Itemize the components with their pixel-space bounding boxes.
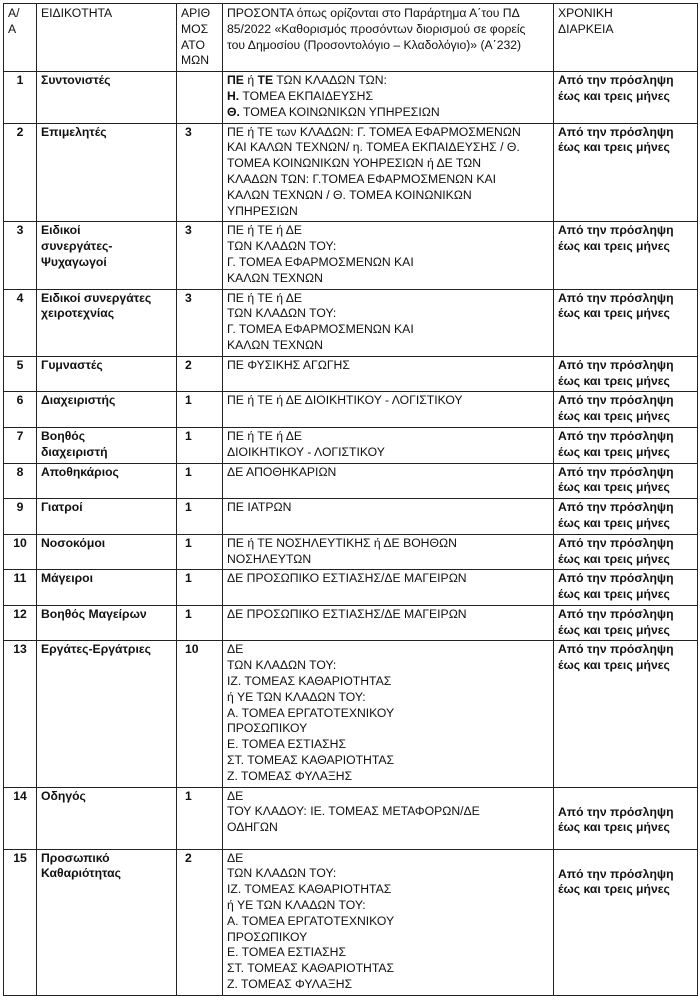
- header-line: ΔΙΑΡΚΕΙΑ: [558, 21, 614, 36]
- duration-cell: [554, 605, 698, 641]
- qualifications-cell: [223, 123, 554, 222]
- qualification-line: ΔΕ: [227, 642, 244, 657]
- duration-line: Από την πρόσληψη: [558, 535, 674, 550]
- count-cell: 3: [177, 123, 223, 222]
- qualification-line: ΔΕ ΑΠΟΘΗΚΑΡΙΩΝ: [227, 464, 337, 479]
- duration-cell: [554, 289, 698, 356]
- specialty-cell: [37, 289, 177, 356]
- qualification-line: ΠΕ ή ΤΕ ή ΔΕ: [227, 223, 302, 238]
- duration-line: έως και τρεις μήνες: [558, 882, 670, 897]
- count-cell: 1: [177, 392, 223, 428]
- duration-line: Από την πρόσληψη: [558, 571, 674, 586]
- duration-cell: [554, 72, 698, 123]
- specialty-cell: [37, 641, 177, 787]
- qualifications-cell: [223, 392, 554, 428]
- qualification-text: ή: [243, 73, 258, 88]
- specialty-line: Γυμναστές: [41, 357, 103, 372]
- qualification-line: ΠΕ ή ΤΕ ΝΟΣΗΛΕΥΤΙΚΗΣ ή ΔΕ ΒΟΗΘΩΝ: [227, 535, 457, 550]
- qualification-text: ΤΟΜΕΑ ΕΚΠΑΙΔΕΥΣΗΣ: [239, 88, 374, 103]
- duration-cell: [554, 787, 698, 849]
- qualification-line: Α. ΤΟΜΕΑ ΕΡΓΑΤΟΤΕΧΝΙΚΟΥ: [227, 913, 395, 928]
- duration-line: έως και τρεις μήνες: [558, 515, 670, 530]
- header-line: Α: [8, 21, 17, 36]
- qualification-line: ΤΩΝ ΚΛΑΔΩΝ ΤΟΥ:: [227, 658, 337, 673]
- qualification-line: ΠΡΟΣΩΠΙΚΟΥ: [227, 721, 308, 736]
- table-row: [4, 289, 698, 356]
- qualification-line: ΚΑΛΩΝ ΤΕΧΝΩΝ / Θ. ΤΟΜΕΑ ΚΟΙΝΩΝΙΚΩΝ: [227, 187, 472, 202]
- table-row: [4, 570, 698, 606]
- qualification-line: ΟΔΗΓΩΝ: [227, 820, 278, 835]
- qualification-line: [227, 105, 549, 121]
- duration-line: έως και τρεις μήνες: [558, 140, 670, 155]
- table-row: [4, 356, 698, 392]
- row-number: 11: [4, 570, 37, 606]
- duration-cell: [554, 463, 698, 499]
- count-cell: 1: [177, 570, 223, 606]
- duration-line: έως και τρεις μήνες: [558, 239, 670, 254]
- specialty-line: Μάγειροι: [41, 571, 93, 586]
- qualification-line: ΤΩΝ ΚΛΑΔΩΝ ΤΟΥ:: [227, 239, 337, 254]
- header-line: ΕΙΔΙΚΟΤΗΤΑ: [41, 6, 113, 20]
- header-specialty: [37, 4, 177, 72]
- count-cell: 2: [177, 849, 223, 995]
- qualification-line: ή ΥΕ ΤΩΝ ΚΛΑΔΩΝ ΤΟΥ:: [227, 898, 366, 913]
- header-qualifications: [223, 4, 554, 72]
- specialty-line: Συντονιστές: [41, 73, 111, 88]
- qualification-line: ΠΡΟΣΩΠΙΚΟΥ: [227, 929, 308, 944]
- specialty-cell: [37, 123, 177, 222]
- duration-line: έως και τρεις μήνες: [558, 88, 670, 103]
- qualification-text: ΤΟΜΕΑ ΚΟΙΝΩΝΙΚΩΝ ΥΠΗΡΕΣΙΩΝ: [239, 104, 440, 119]
- duration-cell: [554, 427, 698, 463]
- duration-cell: [554, 123, 698, 222]
- qualification-line: Ζ. ΤΟΜΕΑΣ ΦΥΛΑΞΗΣ: [227, 768, 353, 783]
- specialty-line: Βοηθός Μαγείρων: [41, 606, 147, 621]
- header-count: [177, 4, 223, 72]
- qualifications-cell: [223, 289, 554, 356]
- header-line: ΑΤΟ: [181, 37, 205, 52]
- qualification-line: ΠΕ ΦΥΣΙΚΗΣ ΑΓΩΓΗΣ: [227, 357, 350, 372]
- duration-line: Από την πρόσληψη: [558, 606, 674, 621]
- qualification-line: ΚΑΛΩΝ ΤΕΧΝΩΝ: [227, 270, 323, 285]
- qualification-line: ΤΟΜΕΑ ΚΟΙΝΩΝΙΚΩΝ ΥΟΗΡΕΣΙΩΝ ή ΔΕ ΤΩΝ: [227, 156, 482, 171]
- qualification-line: ΚΑΙ ΚΑΛΩΝ ΤΕΧΝΩΝ/ η. ΤΟΜΕΑ ΕΚΠΑΙΔΕΥΣΗΣ / Θ.: [227, 140, 520, 155]
- specialty-cell: [37, 356, 177, 392]
- qualifications-cell: [223, 849, 554, 995]
- qualification-bold: Θ.: [227, 104, 240, 119]
- header-line: ΠΡΟΣΟΝΤΑ όπως ορίζονται στο Παράρτημα Α΄του ΠΔ: [227, 6, 520, 20]
- row-number: 8: [4, 463, 37, 499]
- specialty-line: διαχειριστή: [41, 444, 108, 459]
- header-line: ΑΡΙΘ: [181, 6, 211, 20]
- row-number: 5: [4, 356, 37, 392]
- specialty-cell: [37, 72, 177, 123]
- header-line: 85/2022 «Καθορισμός προσόντων διορισμού σε φορείς: [227, 21, 526, 36]
- qualification-line: ΙΖ. ΤΟΜΕΑΣ ΚΑΘΑΡΙΟΤΗΤΑΣ: [227, 882, 392, 897]
- qualification-line: ΤΩΝ ΚΛΑΔΩΝ ΤΟΥ:: [227, 866, 337, 881]
- duration-line: έως και τρεις μήνες: [558, 820, 670, 835]
- row-number: 10: [4, 534, 37, 570]
- specialty-cell: [37, 392, 177, 428]
- qualification-line: ΔΕ ΠΡΟΣΩΠΙΚΟ ΕΣΤΙΑΣΗΣ/ΔΕ ΜΑΓΕΙΡΩΝ: [227, 571, 467, 586]
- qualification-line: ΣΤ. ΤΟΜΕΑΣ ΚΑΘΑΡΙΟΤΗΤΑΣ: [227, 753, 395, 768]
- specialty-line: χειροτεχνίας: [41, 306, 115, 321]
- duration-line: Από την πρόσληψη: [558, 428, 674, 443]
- specialty-line: Καθαριότητας: [41, 866, 121, 881]
- specialty-cell: [37, 427, 177, 463]
- duration-line: Από την πρόσληψη: [558, 357, 674, 372]
- qualification-line: ή ΥΕ ΤΩΝ ΚΛΑΔΩΝ ΤΟΥ:: [227, 689, 366, 704]
- duration-line: Από την πρόσληψη: [558, 804, 674, 819]
- qualifications-cell: [223, 222, 554, 289]
- table-row: [4, 463, 698, 499]
- qualification-line: ΝΟΣΗΛΕΥΤΩΝ: [227, 551, 312, 566]
- qualifications-cell: [223, 72, 554, 123]
- specialty-cell: [37, 222, 177, 289]
- qualification-line: Ε. ΤΟΜΕΑ ΕΣΤΙΑΣΗΣ: [227, 737, 346, 752]
- qualifications-cell: [223, 605, 554, 641]
- duration-line: Από την πρόσληψη: [558, 290, 674, 305]
- qualification-line: ΔΙΟΙΚΗΤΙΚΟΥ - ΛΟΓΙΣΤΙΚΟΥ: [227, 444, 385, 459]
- qualification-bold: ΠΕ: [227, 73, 244, 88]
- qualifications-cell: [223, 787, 554, 849]
- specialty-line: Ειδικοί συνεργάτες: [41, 290, 152, 305]
- row-number: 4: [4, 289, 37, 356]
- specialty-cell: [37, 605, 177, 641]
- qualification-line: Α. ΤΟΜΕΑ ΕΡΓΑΤΟΤΕΧΝΙΚΟΥ: [227, 705, 395, 720]
- table-row: [4, 641, 698, 787]
- header-aa: [4, 4, 37, 72]
- duration-cell: [554, 222, 698, 289]
- count-cell: 1: [177, 787, 223, 849]
- table-row: [4, 222, 698, 289]
- qualification-line: ΠΕ ή ΤΕ ή ΔΕ ΔΙΟΙΚΗΤΙΚΟΥ - ΛΟΓΙΣΤΙΚΟΥ: [227, 393, 463, 408]
- qualification-bold: Η.: [227, 88, 240, 103]
- duration-line: έως και τρεις μήνες: [558, 587, 670, 602]
- duration-line: Από την πρόσληψη: [558, 642, 674, 657]
- row-number: 1: [4, 72, 37, 123]
- qualifications-cell: [223, 356, 554, 392]
- qualification-line: ΠΕ ή ΤΕ των ΚΛΑΔΩΝ: Γ. ΤΟΜΕΑ ΕΦΑΡΜΟΣΜΕΝΩΝ: [227, 124, 521, 139]
- qualification-line: ΔΕ: [227, 850, 244, 865]
- duration-line: έως και τρεις μήνες: [558, 409, 670, 424]
- header-line: του Δημοσίου (Προσοντολόγιο – Κλαδολόγιο)» (Α΄232): [227, 37, 522, 52]
- qualification-line: ΥΠΗΡΕΣΙΩΝ: [227, 203, 298, 218]
- duration-line: Από την πρόσληψη: [558, 866, 674, 881]
- qualifications-cell: [223, 641, 554, 787]
- table-row: [4, 72, 698, 123]
- header-line: ΜΩΝ: [181, 53, 210, 68]
- qualification-line: ΙΖ. ΤΟΜΕΑΣ ΚΑΘΑΡΙΟΤΗΤΑΣ: [227, 674, 392, 689]
- qualification-line: ΤΩΝ ΚΛΑΔΩΝ ΤΟΥ:: [227, 306, 337, 321]
- table-row: [4, 499, 698, 535]
- row-number: 14: [4, 787, 37, 849]
- table-row: [4, 427, 698, 463]
- specialty-cell: [37, 499, 177, 535]
- count-cell: [177, 72, 223, 123]
- duration-line: έως και τρεις μήνες: [558, 551, 670, 566]
- specialty-line: Ψυχαγωγοί: [41, 254, 107, 269]
- qualification-line: Γ. ΤΟΜΕΑ ΕΦΑΡΜΟΣΜΕΝΩΝ ΚΑΙ: [227, 254, 414, 269]
- qualification-line: Γ. ΤΟΜΕΑ ΕΦΑΡΜΟΣΜΕΝΩΝ ΚΑΙ: [227, 322, 414, 337]
- count-cell: 2: [177, 356, 223, 392]
- duration-line: έως και τρεις μήνες: [558, 444, 670, 459]
- duration-line: Από την πρόσληψη: [558, 124, 674, 139]
- count-cell: 1: [177, 499, 223, 535]
- duration-line: Από την πρόσληψη: [558, 500, 674, 515]
- duration-line: έως και τρεις μήνες: [558, 658, 670, 673]
- table-row: [4, 392, 698, 428]
- specialty-line: Γιατροί: [41, 500, 83, 515]
- duration-line: έως και τρεις μήνες: [558, 480, 670, 495]
- duration-line: Από την πρόσληψη: [558, 223, 674, 238]
- qualification-bold: ΤΕ: [257, 73, 274, 88]
- specialty-line: συνεργάτες-: [41, 239, 113, 254]
- specialty-line: Επιμελητές: [41, 124, 107, 139]
- qualification-line: ΠΕ ή ΤΕ ή ΔΕ: [227, 428, 302, 443]
- count-cell: 3: [177, 222, 223, 289]
- table-header-row: [4, 4, 698, 72]
- qualification-line: ΚΑΛΩΝ ΤΕΧΝΩΝ: [227, 337, 323, 352]
- count-cell: 3: [177, 289, 223, 356]
- count-cell: 1: [177, 534, 223, 570]
- specialty-line: Νοσοκόμοι: [41, 535, 106, 550]
- table-row: [4, 849, 698, 995]
- count-cell: 10: [177, 641, 223, 787]
- row-number: 15: [4, 849, 37, 995]
- duration-line: Από την πρόσληψη: [558, 464, 674, 479]
- specialty-line: Προσωπικό: [41, 850, 110, 865]
- table-row: [4, 605, 698, 641]
- qualification-text: ΤΩΝ ΚΛΑΔΩΝ ΤΩΝ:: [273, 73, 387, 88]
- specialty-cell: [37, 787, 177, 849]
- qualification-line: ΚΛΑΔΩΝ ΤΩΝ: Γ.ΤΟΜΕΑ ΕΦΑΡΜΟΣΜΕΝΩΝ ΚΑΙ: [227, 171, 497, 186]
- duration-line: έως και τρεις μήνες: [558, 622, 670, 637]
- duration-cell: [554, 849, 698, 995]
- count-cell: 1: [177, 605, 223, 641]
- qualifications-cell: [223, 534, 554, 570]
- qualification-line: Ζ. ΤΟΜΕΑΣ ΦΥΛΑΞΗΣ: [227, 977, 353, 992]
- specialty-line: Εργάτες-Εργάτριες: [41, 642, 151, 657]
- qualification-line: ΠΕ ΙΑΤΡΩΝ: [227, 500, 292, 515]
- duration-cell: [554, 570, 698, 606]
- duration-cell: [554, 641, 698, 787]
- duration-cell: [554, 356, 698, 392]
- duration-cell: [554, 392, 698, 428]
- specialty-line: Οδηγός: [41, 788, 86, 803]
- qualification-line: ΤΟΥ ΚΛΑΔΟΥ: ΙΕ. ΤΟΜΕΑΣ ΜΕΤΑΦΟΡΩΝ/ΔΕ: [227, 804, 480, 819]
- header-line: ΧΡΟΝΙΚΗ: [558, 6, 613, 20]
- duration-line: έως και τρεις μήνες: [558, 373, 670, 388]
- duration-cell: [554, 499, 698, 535]
- count-cell: 1: [177, 427, 223, 463]
- duration-line: Από την πρόσληψη: [558, 393, 674, 408]
- qualification-line: ΣΤ. ΤΟΜΕΑΣ ΚΑΘΑΡΙΟΤΗΤΑΣ: [227, 961, 395, 976]
- specialty-line: Ειδικοί: [41, 223, 81, 238]
- positions-table: [3, 3, 698, 996]
- specialty-cell: [37, 849, 177, 995]
- row-number: 3: [4, 222, 37, 289]
- specialty-cell: [37, 534, 177, 570]
- duration-line: Από την πρόσληψη: [558, 73, 674, 88]
- qualification-line: [227, 73, 549, 89]
- qualifications-cell: [223, 499, 554, 535]
- qualification-line: ΠΕ ή ΤΕ ή ΔΕ: [227, 290, 302, 305]
- header-line: Α/: [8, 6, 20, 20]
- qualifications-cell: [223, 463, 554, 499]
- header-duration: [554, 4, 698, 72]
- row-number: 2: [4, 123, 37, 222]
- qualifications-cell: [223, 570, 554, 606]
- row-number: 12: [4, 605, 37, 641]
- qualification-line: ΔΕ: [227, 788, 244, 803]
- qualification-line: Ε. ΤΟΜΕΑ ΕΣΤΙΑΣΗΣ: [227, 945, 346, 960]
- qualification-line: ΔΕ ΠΡΟΣΩΠΙΚΟ ΕΣΤΙΑΣΗΣ/ΔΕ ΜΑΓΕΙΡΩΝ: [227, 606, 467, 621]
- count-cell: 1: [177, 463, 223, 499]
- row-number: 13: [4, 641, 37, 787]
- specialty-cell: [37, 463, 177, 499]
- qualification-line: [227, 89, 549, 105]
- qualifications-cell: [223, 427, 554, 463]
- header-line: ΜΟΣ: [181, 21, 209, 36]
- table-row: [4, 787, 698, 849]
- duration-line: έως και τρεις μήνες: [558, 306, 670, 321]
- duration-cell: [554, 534, 698, 570]
- table-row: [4, 123, 698, 222]
- specialty-line: Διαχειριστής: [41, 393, 116, 408]
- specialty-cell: [37, 570, 177, 606]
- table-row: [4, 534, 698, 570]
- specialty-line: Βοηθός: [41, 428, 86, 443]
- specialty-line: Αποθηκάριος: [41, 464, 119, 479]
- row-number: 6: [4, 392, 37, 428]
- row-number: 9: [4, 499, 37, 535]
- row-number: 7: [4, 427, 37, 463]
